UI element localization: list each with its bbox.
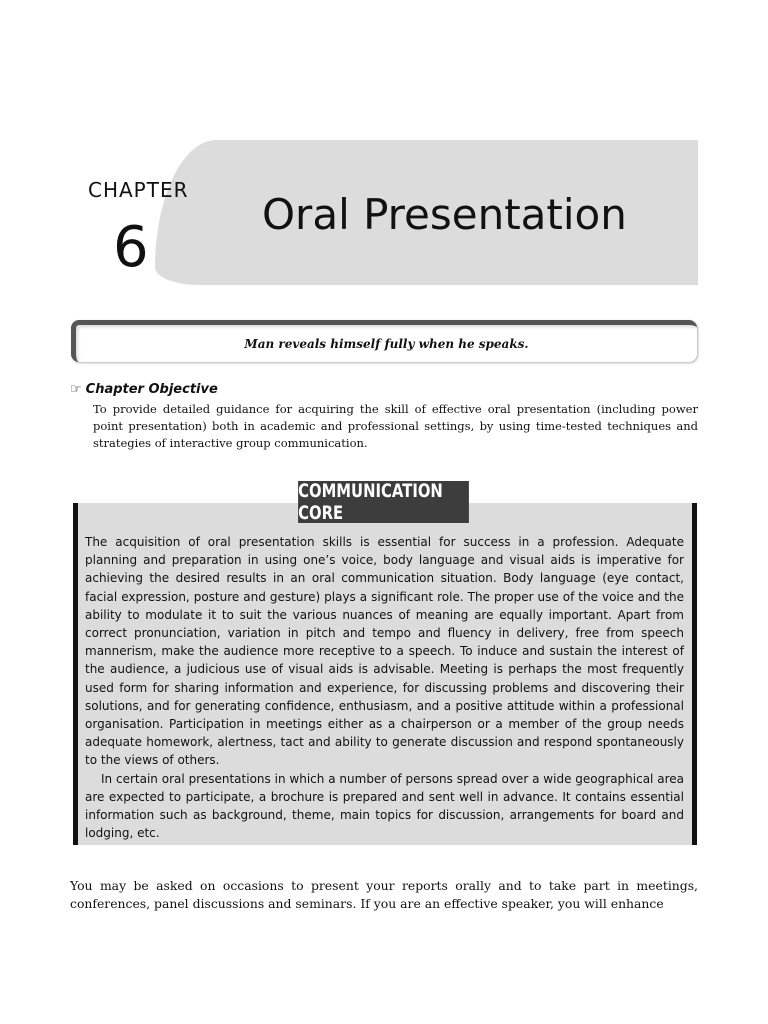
chapter-number: 6 <box>113 215 149 280</box>
body-paragraph: You may be asked on occasions to present your reports orally and to take part in meetings, conferences, panel discussions and seminars. If you are an effective speaker, you will enhance <box>70 878 698 911</box>
objective-heading <box>70 382 218 397</box>
communication-core-label: COMMUNICATION CORE <box>298 481 469 523</box>
pointing-hand-icon: ☞ <box>70 382 82 397</box>
chapter-title: Oral Presentation <box>262 190 627 239</box>
epigraph-box <box>71 320 697 362</box>
epigraph-text: Man reveals himself fully when he speaks. <box>244 336 529 351</box>
objective-text: To provide detailed guidance for acquiring the skill of effective oral presentation (including power point presentation) both in academic and professional settings, by using time-tested techniques and strategies of interactive group communication. <box>93 402 698 450</box>
objective-heading-text: Chapter Objective <box>85 382 218 397</box>
chapter-label: CHAPTER <box>88 178 189 202</box>
core-paragraph: In certain oral presentations in which a number of persons spread over a wide geographical area are expected to participate, a brochure is prepared and sent well in advance. It contains essential information such as background, theme, main topics for discussion, arrangements for board and lodging, etc. <box>85 771 684 841</box>
communication-core-text <box>85 533 684 842</box>
core-paragraph: The acquisition of oral presentation skills is essential for success in a profession. Adequate planning and preparation in using one’s voice, body language and visual aids is imperative for achieving the desired results in an oral communication situation. Body language (eye contact, facial expression, posture and gesture) plays a significant role. The proper use of the voice and the ability to modulate it to suit the various nuances of meaning are equally important. Apart from correct pronunciation, variation in pitch and tempo and fluency in delivery, free from speech mannerism, make the audience more receptive to a speech. To induce and sustain the interest of the audience, a judicious use of visual aids is advisable. Meeting is perhaps the most frequently used form for sharing information and experience, for discussing problems and discovering their solutions, and for generating confidence, enthusiasm, and a positive attitude within a professional organisation. Participation in meetings either as a chairperson or a member of the group needs adequate homework, alertness, tact and ability to generate discussion and respond spontaneously to the views of others. <box>85 535 684 768</box>
